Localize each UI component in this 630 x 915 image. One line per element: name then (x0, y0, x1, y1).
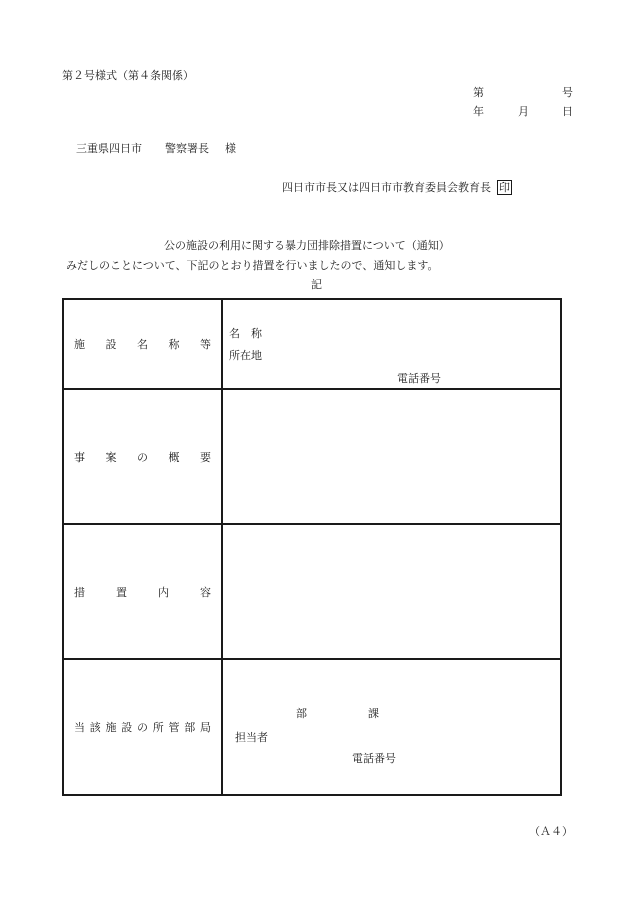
sender-line (282, 180, 512, 195)
table-row-facility (63, 299, 561, 389)
facility-address-label: 所在地 (229, 349, 262, 362)
addressee-title: 警察署長 (165, 142, 209, 155)
table-row-measures (63, 524, 561, 659)
department-dept-label: 部 (296, 707, 307, 720)
addressee-honorific: 様 (225, 142, 236, 155)
notification-table (62, 298, 562, 796)
measures-label: 措 置 内 容 (74, 585, 211, 599)
department-phone-label: 電話番号 (352, 752, 396, 765)
date-year-label: 年 (473, 105, 484, 118)
department-label-cell (63, 659, 222, 795)
department-section-label: 課 (368, 707, 379, 720)
document-number-suffix: 号 (562, 86, 573, 99)
summary-content-cell (222, 389, 561, 524)
facility-name-label: 名 称 (229, 327, 262, 340)
summary-label-cell (63, 389, 222, 524)
measures-content-cell (222, 524, 561, 659)
form-number: 第２号様式（第４条関係） (62, 69, 194, 82)
paper-size-note: （Ａ４） (529, 825, 573, 838)
sender-name: 四日市市長又は四日市市教育委員会教育長 (282, 181, 491, 194)
table-row-summary (63, 389, 561, 524)
seal-mark: 印 (499, 181, 510, 194)
table-row-department (63, 659, 561, 795)
document-number-prefix: 第 (473, 86, 484, 99)
summary-label: 事 案 の 概 要 (74, 450, 211, 464)
measures-label-cell (63, 524, 222, 659)
intro-text: みだしのことについて、下記のとおり措置を行いましたので、通知します。 (66, 259, 439, 272)
ki-heading: 記 (311, 278, 322, 291)
facility-label: 施 設 名 称 等 (74, 338, 211, 351)
facility-label-cell (63, 299, 222, 389)
addressee-org: 三重県四日市 (76, 142, 142, 155)
department-label: 当 該 施 設 の 所 管 部 局 (74, 721, 211, 734)
document-title: 公の施設の利用に関する暴力団排除措置について（通知） (164, 239, 450, 252)
facility-phone-label: 電話番号 (397, 372, 441, 385)
department-person-label: 担当者 (235, 731, 268, 744)
facility-content-cell (222, 299, 561, 389)
department-content-cell (222, 659, 561, 795)
date-month-label: 月 (518, 105, 529, 118)
date-day-label: 日 (562, 105, 573, 118)
